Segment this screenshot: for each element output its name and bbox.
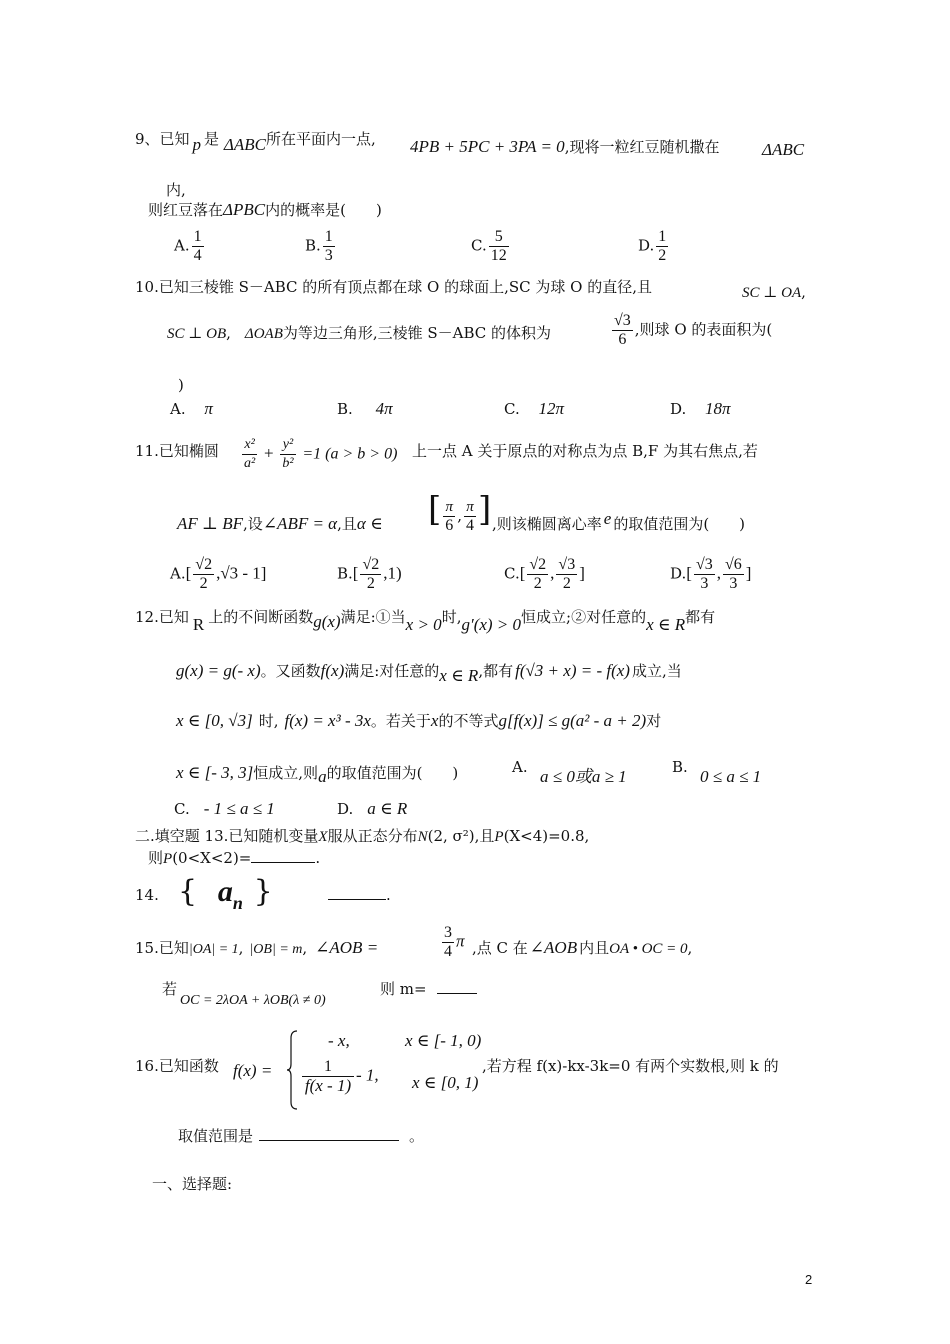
q11-option-a: A.[ $\frac{√2}{2}$ ,√3 - 1] bbox=[170, 556, 267, 592]
q13-line2: 则P(0<X<2)= . bbox=[148, 849, 321, 867]
q9-line1: 9、已知 p 是 ΔABC所在平面内一点, bbox=[135, 130, 376, 154]
q12-line3: x ∈ [0, √3] 时, f(x) = x³ - 3x。若关于x的不等式g[f(x)] ≤ g(a² - a + 2)对 bbox=[176, 711, 662, 730]
q14-label: 14. bbox=[135, 886, 159, 904]
q9-line2: 内, bbox=[166, 181, 186, 199]
q16-line1-rest: ,若方程 f(x)-kx-3k=0 有两个实数根,则 k 的 bbox=[482, 1057, 779, 1075]
q11-angle-interval: [ $\frac{\pi}{6}$ , $\frac{\pi}{4}$ ] bbox=[428, 489, 492, 534]
q15-line2-vector: OC = 2λOA + λOB(λ ≠ 0) bbox=[180, 993, 326, 1008]
q16-case1-domain: x ∈ [- 1, 0) bbox=[405, 1031, 482, 1050]
q15-line1-rest: ,点 C 在 ∠AOB 内且OA • OC = 0, bbox=[472, 938, 693, 957]
brace-icon bbox=[286, 1030, 298, 1110]
q15-answer-blank[interactable] bbox=[437, 979, 477, 994]
q16-case1-expr: - x, bbox=[328, 1031, 350, 1050]
q15-line2: 若 bbox=[162, 980, 178, 998]
q11-line2: AF ⊥ BF,设∠ABF = α,且α ∈ bbox=[177, 514, 383, 533]
q9-line3: 则红豆落在ΔPBC内的概率是( ) bbox=[148, 200, 382, 219]
q11-option-b: B.[ $\frac{√2}{2}$ ,1) bbox=[337, 556, 402, 592]
q10-line1: 10.已知三棱锥 S－ABC 的所有顶点都在球 O 的球面上,SC 为球 O 的直径,且 bbox=[135, 278, 653, 296]
q11-line1-rest: 上一点 A 关于原点的对称点为点 B,F 为其右焦点,若 bbox=[412, 442, 758, 460]
q13-answer-blank[interactable] bbox=[251, 848, 315, 863]
q9-option-d: D. $\frac{1}{2}$ bbox=[638, 228, 667, 264]
q10-option-d: D. 18π bbox=[670, 399, 731, 418]
q10-option-c: C. 12π bbox=[504, 399, 565, 418]
q10-option-a: A. π bbox=[170, 399, 213, 418]
q12-line2: g(x) = g(- x)。又函数f(x)满足:对任意的x ∈ R,都有 f(√3 + x) = - f(x) 成立,当 bbox=[176, 661, 682, 685]
q11-line1: 11.已知椭圆 bbox=[135, 442, 219, 460]
q11-ellipse-equation: $\frac{\text{x²}}{\text{a²}}$ + $\frac{\text{y²}}{\text{b²}}$ =1 (a > b > 0) bbox=[244, 437, 398, 471]
q9-vector-equation: 4PB + 5PC + 3PA = 0,现将一粒红豆随机撒在 bbox=[410, 137, 720, 156]
q16-piecewise-brace bbox=[286, 1030, 298, 1110]
q12-line1: 12.已知 R 上的不间断函数g(x)满足:①当x > 0时,g′(x) > 0恒成立;②对任意的x ∈ R都有 bbox=[135, 608, 716, 634]
q10-line2: SC ⊥ OB, ΔOAB为等边三角形,三棱锥 S－ABC 的体积为 bbox=[167, 324, 552, 342]
q9-option-b: B. $\frac{1}{3}$ bbox=[305, 228, 333, 264]
q9-triangle-abc: ΔABC bbox=[762, 140, 805, 159]
q16-case2-expr: $\frac{1}{f(x - 1)}$ - 1, bbox=[300, 1058, 379, 1095]
q15-angle-fraction: $\frac{3}{4}$ π bbox=[444, 924, 465, 960]
q16-case2-domain: x ∈ [0, 1) bbox=[412, 1073, 479, 1092]
q9-option-c: C. $\frac{5}{12}$ bbox=[471, 228, 507, 264]
q15-line2-rest: 则 m= bbox=[380, 978, 477, 1000]
q12-option-b: B. bbox=[672, 758, 688, 776]
q12-option-a-value: a ≤ 0或a ≥ 1 bbox=[540, 767, 627, 786]
q16-function-label: f(x) = bbox=[233, 1061, 273, 1080]
q10-option-b: B. 4π bbox=[337, 399, 393, 418]
q12-option-b-value: 0 ≤ a ≤ 1 bbox=[700, 767, 762, 786]
q16-line1: 16.已知函数 bbox=[135, 1057, 219, 1075]
q12-line4: x ∈ [- 3, 3]恒成立,则a的取值范围为( ) bbox=[176, 763, 459, 786]
q12-option-d: D. a ∈ R bbox=[337, 799, 408, 818]
q14-sequence: { an } bbox=[178, 874, 273, 913]
q11-option-d: D.[ $\frac{√3}{3}$ , $\frac{√6}{3}$ ] bbox=[670, 556, 752, 592]
q9-option-a: A. $\frac{1}{4}$ bbox=[174, 228, 202, 264]
q16-line2: 取值范围是 。 bbox=[178, 1127, 425, 1145]
q10-sc-perp-oa: SC ⊥ OA, bbox=[742, 283, 806, 301]
q10-volume-fraction: $\frac{√3}{6}$ ,则球 O 的表面积为( bbox=[614, 312, 773, 348]
q16-answer-blank[interactable] bbox=[259, 1126, 399, 1141]
q10-line3: ) bbox=[178, 376, 184, 394]
q13-line1: 二.填空题 13.已知随机变量X服从正态分布N(2, σ²),且P(X<4)=0.8, bbox=[135, 827, 590, 845]
q14-answer-blank[interactable] bbox=[328, 885, 386, 900]
q11-option-c: C.[ $\frac{√2}{2}$ , $\frac{√3}{2}$ ] bbox=[504, 556, 585, 592]
q11-line2-rest: ,则该椭圆离心率 e 的取值范围为( ) bbox=[492, 509, 746, 533]
section-choice-heading: 一、选择题: bbox=[152, 1175, 233, 1193]
page-number: 2 bbox=[805, 1272, 813, 1287]
q14-answer: . bbox=[328, 884, 391, 906]
q12-option-c: C. - 1 ≤ a ≤ 1 bbox=[174, 799, 275, 818]
q12-option-a: A. bbox=[512, 758, 528, 776]
q15-line1: 15.已知|OA| = 1, |OB| = m, ∠AOB = bbox=[135, 938, 379, 957]
